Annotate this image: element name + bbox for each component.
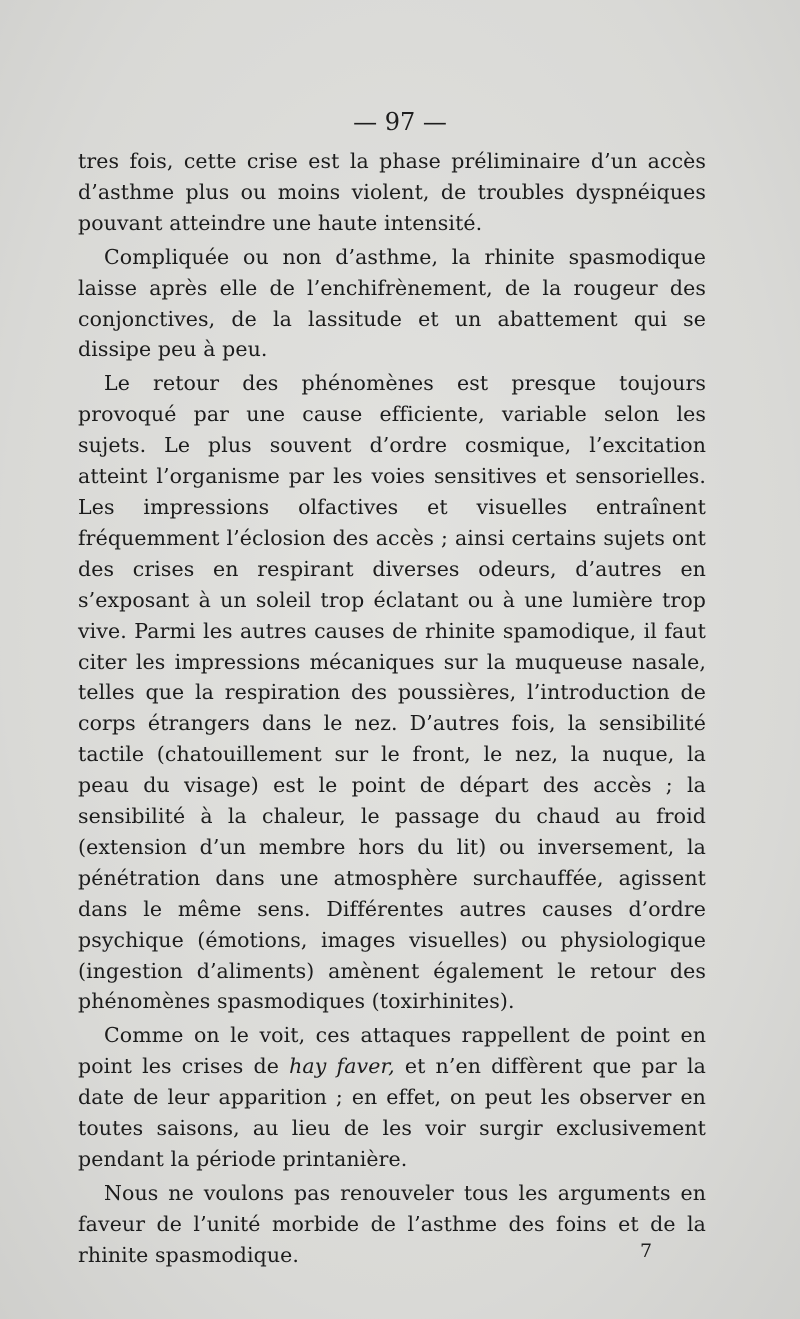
paragraph-hay-fever-after: et n’en diffèrent que par la date de leur apparition ; en effet, on peut les observer en toutes saisons, au lieu de les voir surgir exclusivement pendant la période printanière. xyxy=(78,1054,706,1171)
paragraph-rhinite-complications: Compliquée ou non d’asthme, la rhinite spasmodique laisse après elle de l’enchifrènement, de la rougeur des conjonctives, de la lassitude et un abattement qui se dissipe peu à peu. xyxy=(78,244,706,362)
hay-faver-term: hay faver, xyxy=(289,1054,395,1079)
paragraph-hay-fever-comparison xyxy=(78,1020,706,1175)
paragraph-causes: Le retour des phénomènes est presque toujours provoqué par une cause efficiente, variable selon les sujets. Le plus souvent d’ordre cosmique, l’excitation atteint l’organisme par les voies sensitives et sensorielles. Les impressions olfactives et visuelles entraînent fréquemment l’éclosion des accès ; ainsi certains sujets ont des crises en respirant diverses odeurs, d’autres en s’exposant à un soleil trop éclatant ou à une lumière trop vive. Parmi les autres causes de rhinite spamodique, il faut citer les impressions mécaniques sur la muqueuse nasale, telles que la respiration des poussières, l’introduction de corps étrangers dans le nez. D’autres fois, la sensibilité tactile (chatouillement sur le front, le nez, la nuque, la peau du visage) est le point de départ des accès ; la sensibilité à la chaleur, le passage du chaud au froid (extension d’un membre hors du lit) ou inversement, la pénétration dans une atmosphère surchauffée, agissent dans le même sens. Différentes autres causes d’ordre psychique (émotions, images visuelles) ou physiologique (ingestion d’aliments) amènent également le retour des phénomènes spasmodiques (toxirhinites). xyxy=(78,371,706,1014)
paragraph-continuation: tres fois, cette crise est la phase préliminaire d’un accès d’asthme plus ou moins violent, de troubles dyspnéiques pouvant atteindre une haute intensité. xyxy=(78,149,706,235)
body-text xyxy=(78,146,706,1271)
page-number: — 97 — xyxy=(353,108,447,136)
paragraph-conclusion: Nous ne voulons pas renouveler tous les arguments en faveur de l’unité morbide de l’asthme des foins et de la rhinite spasmodique. xyxy=(78,1180,706,1267)
paragraph-hay-fever-before: Comme on le voit, ces attaques rappellent de point en point les crises de xyxy=(78,1023,706,1079)
printer-signature-mark: 7 xyxy=(640,1240,653,1262)
